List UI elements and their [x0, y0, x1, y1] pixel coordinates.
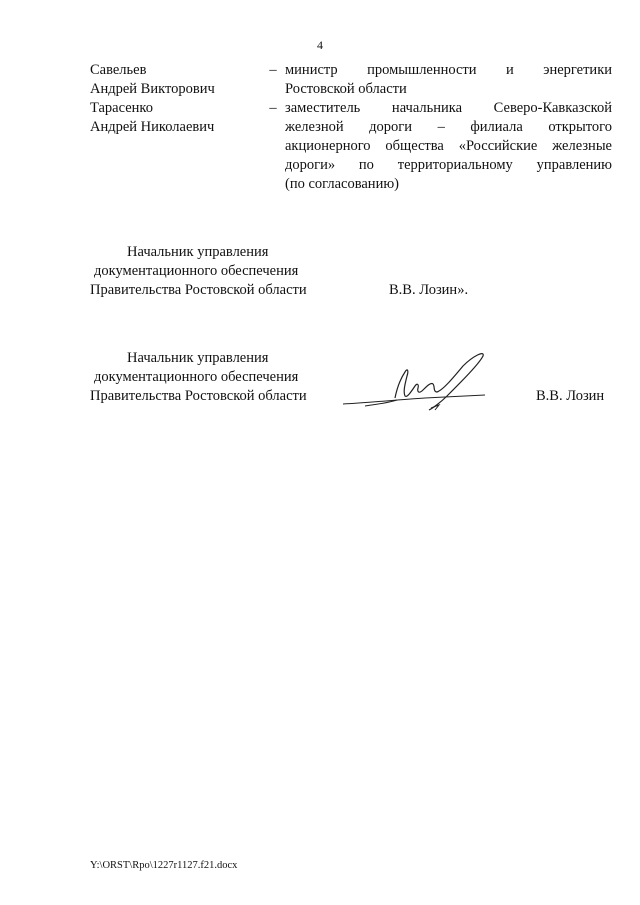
signature-stroke [395, 354, 483, 410]
file-path-footer: Y:\ORST\Rpo\1227r1127.f21.docx [90, 860, 238, 871]
position-line: Начальник управления [127, 350, 269, 366]
description-line: (по согласованию) [285, 176, 399, 192]
member-surname: Савельев [90, 62, 147, 78]
description-line: заместитель начальника Северо-Кавказской [285, 100, 612, 116]
member-surname: Тарасенко [90, 100, 153, 116]
description-line: дороги» по территориальному управлению [285, 157, 612, 173]
member-description [285, 99, 612, 194]
dash: – [269, 100, 277, 116]
signature-position [90, 349, 307, 406]
position-line: документационного обеспечения [94, 369, 299, 385]
page-number: 4 [317, 38, 323, 52]
member-row [90, 61, 612, 101]
position-line: Правительства Ростовской области [90, 388, 307, 404]
description-line: министр промышленности и энергетики [285, 62, 612, 78]
description-line: акционерного общества «Российские железные [285, 138, 612, 154]
description-line: Ростовской области [285, 81, 407, 97]
member-given-names: Андрей Николаевич [90, 119, 215, 135]
position-line: документационного обеспечения [94, 263, 299, 279]
signature-name: В.В. Лозин [536, 388, 605, 404]
quoted-signature-position [90, 243, 307, 300]
description-line: железной дороги – филиала открытого [285, 119, 612, 135]
position-line: Начальник управления [127, 244, 269, 260]
position-line: Правительства Ростовской области [90, 282, 307, 298]
member-given-names: Андрей Викторович [90, 81, 215, 97]
quoted-signature-name: В.В. Лозин». [389, 282, 469, 298]
member-name [90, 61, 260, 99]
signature-underline [343, 395, 485, 404]
member-description [285, 61, 612, 99]
dash: – [269, 62, 277, 78]
member-name [90, 99, 260, 137]
handwritten-signature [335, 348, 495, 418]
member-row [90, 99, 612, 195]
